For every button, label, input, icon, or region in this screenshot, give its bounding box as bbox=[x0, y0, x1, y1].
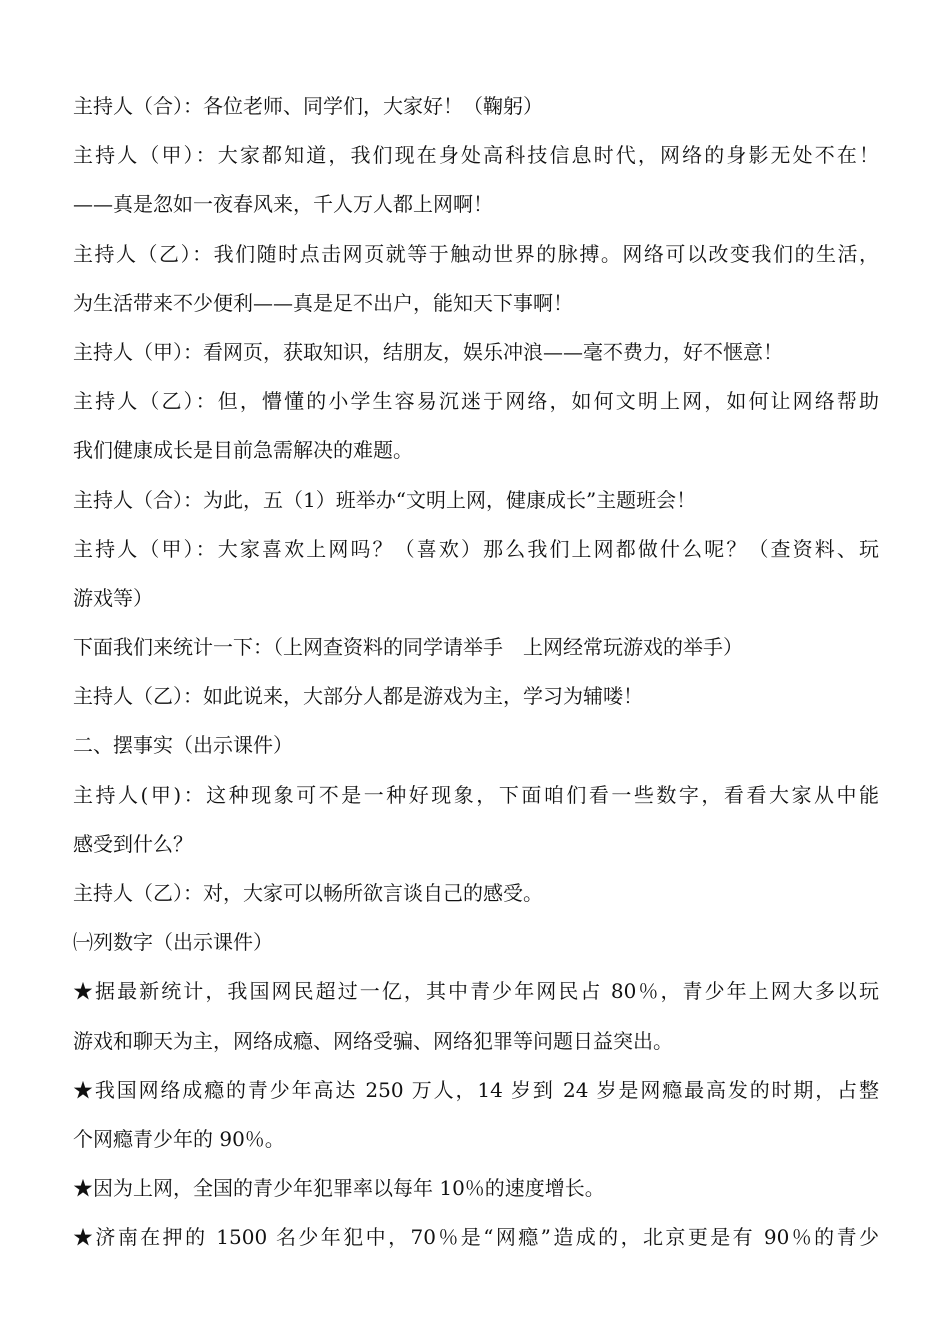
text-line: 主持人（甲）：大家喜欢上网吗？（喜欢）那么我们上网都做什么呢？（查资料、玩 bbox=[73, 536, 879, 561]
text-line: 下面我们来统计一下：（上网查资料的同学请举手 上网经常玩游戏的举手） bbox=[73, 635, 743, 660]
text-line: 主持人（乙）：如此说来，大部分人都是游戏为主，学习为辅喽！ bbox=[73, 684, 643, 709]
text-line: 主持人（乙）：我们随时点击网页就等于触动世界的脉搏。网络可以改变我们的生活， bbox=[73, 241, 879, 266]
text-line: 主持人（合）：各位老师、同学们，大家好！（鞠躬） bbox=[73, 94, 543, 118]
text-line: 主持人（甲）：看网页，获取知识，结朋友，娱乐冲浪——毫不费力，好不惬意！ bbox=[73, 339, 783, 364]
bullet-item: ★济南在押的 1500 名少年犯中，70％是“网瘾”造成的，北京更是有 90％的青少 bbox=[73, 1225, 879, 1250]
bullet-item: ★我国网络成瘾的青少年高达 250 万人，14 岁到 24 岁是网瘾最高发的时期，占整 bbox=[73, 1077, 879, 1102]
text-line: 个网瘾青少年的 90％。 bbox=[73, 1126, 285, 1151]
text-line: 主持人（合）：为此，五（1）班举办“文明上网，健康成长”主题班会！ bbox=[73, 487, 697, 512]
section-heading: 二、摆事实（出示课件） bbox=[73, 733, 293, 758]
text-line: 主持人（乙）：但，懵懂的小学生容易沉迷于网络，如何文明上网，如何让网络帮助 bbox=[73, 389, 879, 414]
text-line: 游戏和聊天为主，网络成瘾、网络受骗、网络犯罪等问题日益突出。 bbox=[73, 1028, 673, 1053]
document-body bbox=[73, 82, 879, 1263]
text-line: 感受到什么？ bbox=[73, 831, 193, 856]
text-line: 游戏等） bbox=[73, 585, 153, 610]
text-line: 我们健康成长是目前急需解决的难题。 bbox=[73, 438, 413, 463]
bullet-item: ★据最新统计，我国网民超过一亿，其中青少年网民占 80％，青少年上网大多以玩 bbox=[73, 979, 879, 1004]
text-line: 主持人（甲）：大家都知道，我们现在身处高科技信息时代，网络的身影无处不在！ bbox=[73, 143, 879, 168]
text-line: ——真是忽如一夜春风来，千人万人都上网啊！ bbox=[73, 192, 493, 217]
subsection-heading: ㈠列数字（出示课件） bbox=[73, 930, 273, 955]
text-line: 主持人（乙）：对，大家可以畅所欲言谈自己的感受。 bbox=[73, 881, 543, 905]
text-line: 为生活带来不少便利——真是足不出户，能知天下事啊！ bbox=[73, 290, 573, 315]
bullet-item: ★因为上网，全国的青少年犯罪率以每年 10％的速度增长。 bbox=[73, 1176, 605, 1201]
text-line: 主持人(甲)：这种现象可不是一种好现象，下面咱们看一些数字，看看大家从中能 bbox=[73, 782, 879, 807]
